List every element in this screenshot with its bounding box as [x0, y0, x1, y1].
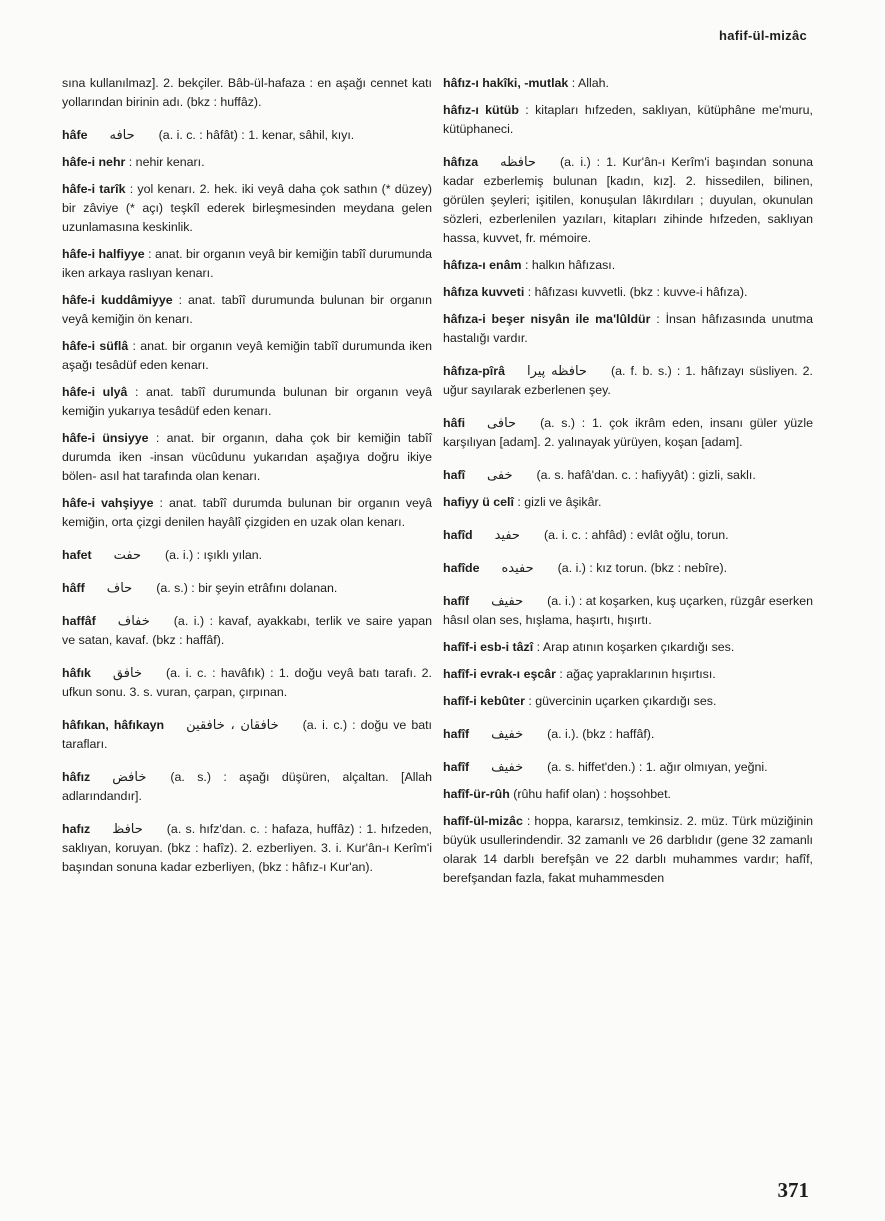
dictionary-entry — [62, 337, 432, 375]
dictionary-entry — [443, 153, 813, 248]
dictionary-entry — [443, 310, 813, 348]
dictionary-entry — [443, 362, 813, 400]
dictionary-entry — [62, 716, 432, 754]
dictionary-entry — [443, 74, 813, 93]
dictionary-entry — [62, 429, 432, 486]
dictionary-entry — [62, 291, 432, 329]
arabic-script: خفیف — [491, 760, 524, 775]
headword: hâfız-ı kütüb — [443, 103, 519, 117]
headword: hâff — [62, 581, 85, 595]
headword: hâfe-i ulyâ — [62, 385, 128, 399]
definition: : hoppa, kararsız, temkinsiz. 2. müz. Türk müziğinin büyük usullerindendir. 32 zamanlı ve 26 darblıdır (gene 32 zamanlı olarak 14 darblı berefşân ve 22 darblı muhammes vardır; hafîf, berefşandan fazla, fakat muhammesden — [443, 814, 813, 885]
definition: (a. i.) : at koşarken, kuş uçarken, rüzgâr eserken hâsıl olan ses, hışlama, haşırtı, hışırtı. — [443, 594, 813, 627]
headword: hafîf-i evrak-ı eşcâr — [443, 667, 556, 681]
headword: hafîf — [443, 760, 470, 774]
definition: : anat. bir organın veyâ kemiğin tabîî durumunda iken aşağı tesâdüf eden kenarı. — [62, 339, 432, 372]
headword: hafîf — [443, 727, 470, 741]
dictionary-entry — [443, 526, 813, 545]
headword: hâfe-i süflâ — [62, 339, 129, 353]
arabic-script: حافظه پیرا — [526, 364, 587, 379]
dictionary-entry — [443, 725, 813, 744]
dictionary-entry — [443, 256, 813, 275]
arabic-script: حفت — [113, 548, 141, 563]
arabic-script: خفی — [487, 468, 513, 483]
definition: : anat. tabîî durumunda bulunan bir organın veyâ kemiğin ön kenarı. — [62, 293, 432, 326]
dictionary-entry — [443, 466, 813, 485]
headword: hâfi — [443, 416, 466, 430]
definition: (a. i.) : kavaf, ayakkabı, terlik ve saire yapan ve satan, kavaf. (bkz : haffâf). — [62, 614, 432, 647]
right-column — [443, 74, 813, 896]
dictionary-entry — [62, 494, 432, 532]
dictionary-entry — [62, 153, 432, 172]
headword: hâfe-i vahşiyye — [62, 496, 154, 510]
definition: (a. i.) : ışıklı yılan. — [165, 548, 263, 562]
headword: hafîf-ül-mizâc — [443, 814, 523, 828]
definition: (a. i.) : 1. Kur'ân-ı Kerîm'i başından sonuna kadar ezberlemiş bulunan [kadın, kız]. 2. hissedilen, bilinen, görülen şeyleri; işitilen, konuşulan lâkırdıları ; duyulan, okunulan sözleri, ezberlenilen yazıları, kitapları zihinde hıfzeden, saklıyan hassa, kuvvet, fr. mémoire. — [443, 155, 813, 245]
running-header: hafif-ül-mizâc — [719, 28, 807, 43]
headword: hafîf-i kebûter — [443, 694, 525, 708]
arabic-script: حاف — [106, 581, 133, 596]
definition: : hâfızası kuvvetli. (bkz : kuvve-i hâfıza). — [527, 285, 748, 299]
headword: hafîd — [443, 528, 473, 542]
headword: hâfık — [62, 666, 91, 680]
definition: (a. i.) : kız torun. (bkz : nebîre). — [557, 561, 728, 575]
dictionary-entry — [443, 692, 813, 711]
definition: : ağaç yapraklarının hışırtısı. — [559, 667, 716, 681]
left-column — [62, 74, 432, 885]
dictionary-entry — [443, 559, 813, 578]
dictionary-entry — [62, 612, 432, 650]
definition: : Allah. — [571, 76, 609, 90]
definition: : anat. tabîî durumunda bulunan bir organın veyâ kemiğin yukarıya tesâdüf eden kenarı. — [62, 385, 432, 418]
headword: hâfe-i nehr — [62, 155, 126, 169]
page-number: 371 — [777, 1178, 809, 1202]
definition: (a. i. c. : havâfık) : 1. doğu veyâ batı tarafı. 2. ufkun sonu. 3. s. vuran, çarpan, çırpınan. — [62, 666, 432, 699]
dictionary-entry — [62, 546, 432, 565]
arabic-script: حافظ — [112, 822, 143, 837]
dictionary-entry — [62, 180, 432, 237]
dictionary-entry — [62, 126, 432, 145]
arabic-script: حافی — [487, 416, 517, 431]
headword: hafet — [62, 548, 92, 562]
headword: hâfe-i halfiyye — [62, 247, 145, 261]
arabic-script: خافق — [112, 666, 142, 681]
definition: : anat. bir organın veyâ bir kemiğin tabîî durumunda iken arkaya raslıyan kenarı. — [62, 247, 432, 280]
definition: : kitapları hıfzeden, saklıyan, kütüphâne me'muru, kütüphaneci. — [443, 103, 814, 136]
dictionary-entry — [62, 383, 432, 421]
definition: : yol kenarı. 2. hek. iki veyâ daha çok sathın (* düzey) bir zâviye (* açı) teşkîl ederek birleşmesinden meydana gelen uzunlamasına keskinlik. — [62, 182, 432, 234]
headword: hâfıkan, hâfıkayn — [62, 718, 165, 732]
arabic-script: خفاف — [117, 614, 150, 629]
definition: sına kullanılmaz]. 2. bekçiler. Bâb-ül-hafaza : en aşağı cennet katı yollarından birinin adı. (bkz : huffâz). — [62, 76, 432, 109]
definition: (a. s. hiffet'den.) : 1. ağır olmıyan, yeğni. — [547, 760, 768, 774]
definition: (rûhu hafif olan) : hoşsohbet. — [513, 787, 671, 801]
definition: (a. s.) : 1. çok ikrâm eden, insanı güler yüzle karşılıyan [adam]. 2. yalınayak yürüyen, koşan [adam]. — [443, 416, 813, 449]
headword: hâfıza-pîrâ — [443, 364, 505, 378]
dictionary-entry — [443, 592, 813, 630]
definition: (a. i. c. : ahfâd) : evlât oğlu, torun. — [543, 528, 729, 542]
dictionary-entry — [443, 785, 813, 804]
headword: hâfıza — [443, 155, 479, 169]
headword: hafîde — [443, 561, 480, 575]
arabic-script: خافقان ، خافقين — [186, 718, 279, 733]
dictionary-entry — [443, 101, 813, 139]
dictionary-entry — [443, 665, 813, 684]
definition: (a. i. c.) : doğu ve batı tarafları. — [62, 718, 432, 751]
dictionary-entry — [62, 820, 432, 877]
dictionary-entry — [443, 638, 813, 657]
definition: : Arap atının koşarken çıkardığı ses. — [536, 640, 735, 654]
definition: : İnsan hâfızasında unutma hastalığı vardır. — [443, 312, 813, 345]
dictionary-entry — [62, 245, 432, 283]
headword: hâfıza kuvveti — [443, 285, 525, 299]
headword: hâfız — [62, 770, 91, 784]
dictionary-entry — [62, 664, 432, 702]
definition: : anat. tabîî durumda bulunan bir organın veyâ kemiğin, orta çizgi denilen hayâlî çizgiden en uzak olan kenarı. — [62, 496, 432, 529]
arabic-script: حفیف — [491, 594, 524, 609]
definition: : güvercinin uçarken çıkardığı ses. — [528, 694, 717, 708]
arabic-script: حفید — [494, 528, 520, 543]
dictionary-entry — [443, 414, 813, 452]
definition: (a. s. hıfz'dan. c. : hafaza, huffâz) : 1. hıfzeden, saklıyan, koruyan. (bkz : hafîz). 2. ezberliyen. 3. i. Kur'ân-ı Kerîm'i başından sonuna kadar ezberliyen, (bkz : hâfız-ı Kur'an). — [62, 822, 432, 874]
headword: hâfız-ı hakîki, -mutlak — [443, 76, 569, 90]
definition: (a. f. b. s.) : 1. hâfızayı süsliyen. 2. uğur sayılarak ezberlenen şey. — [443, 364, 813, 397]
dictionary-entry — [443, 493, 813, 512]
headword: haffâf — [62, 614, 96, 628]
definition: (a. s. hafâ'dan. c. : hafiyyât) : gizli, saklı. — [536, 468, 756, 482]
arabic-script: خافض — [112, 770, 147, 785]
dictionary-entry — [62, 579, 432, 598]
arabic-script: حافه — [109, 128, 135, 143]
dictionary-entry — [62, 74, 432, 112]
definition: (a. s.) : aşağı düşüren, alçaltan. [Allah adlarındandır]. — [62, 770, 432, 803]
definition: : nehir kenarı. — [128, 155, 205, 169]
dictionary-entry — [443, 812, 813, 888]
headword: hafîf-ür-rûh — [443, 787, 510, 801]
definition: : anat. bir organın, daha çok bir kemiğin tabîî durumda iken -insan vücûdunu yukarıdan aşağıya doğru ikiye bölen- asıl hat tarafında olan kenarı. — [62, 431, 433, 483]
arabic-script: خفیف — [491, 727, 524, 742]
headword: hâfe-i kuddâmiyye — [62, 293, 173, 307]
headword: hafî — [443, 468, 466, 482]
definition: (a. i. c. : hâfât) : 1. kenar, sâhil, kıyı. — [158, 128, 355, 142]
arabic-script: حافظه — [500, 155, 536, 170]
arabic-script: حفیده — [501, 561, 534, 576]
definition: (a. s.) : bir şeyin etrâfını dolanan. — [156, 581, 338, 595]
definition: : halkın hâfızası. — [524, 258, 616, 272]
dictionary-entry — [443, 758, 813, 777]
headword: hafiyy ü celî — [443, 495, 514, 509]
headword: hâfıza-ı enâm — [443, 258, 522, 272]
headword: hafîf — [443, 594, 470, 608]
headword: hâfe — [62, 128, 88, 142]
definition: : gizli ve âşikâr. — [517, 495, 602, 509]
dictionary-entry — [62, 768, 432, 806]
headword: hafız — [62, 822, 91, 836]
definition: (a. i.). (bkz : haffâf). — [547, 727, 655, 741]
headword: hafîf-i esb-i tâzî — [443, 640, 534, 654]
headword: hâfe-i ünsiyye — [62, 431, 149, 445]
headword: hâfe-i tarîk — [62, 182, 126, 196]
headword: hâfıza-i beşer nisyân ile ma'lûldür — [443, 312, 651, 326]
dictionary-entry — [443, 283, 813, 302]
